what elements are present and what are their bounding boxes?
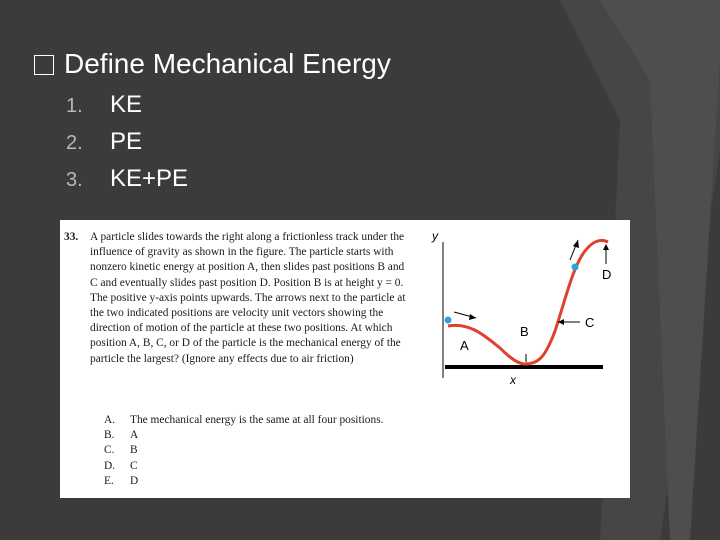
x-axis-label: x bbox=[510, 373, 516, 387]
question-body: A particle slides towards the right along a frictionless track under the influence of gravity as shown in the figure. The particle starts with nonzero kinetic energy at position A, then slides past positions B and C and eventually slides past position D. Position B is at height y = 0. The positive y-axis points upwards. The arrows next to the particle at the two indicated positions are velocity unit vectors showing the direction of motion of the particle at these two positions. At which position A, B, C, or D of the particle is the mechanical energy of the particle the largest? (Ignore any effects due to air friction) bbox=[90, 231, 406, 365]
track-curve bbox=[448, 240, 608, 364]
answer-choice: D. C bbox=[104, 459, 138, 472]
particle-d-dot bbox=[572, 264, 579, 271]
label-a: A bbox=[460, 338, 469, 353]
pointer-head-d bbox=[603, 244, 609, 250]
answer-choice: A. The mechanical energy is the same at all four positions. bbox=[104, 414, 384, 426]
track-diagram bbox=[430, 226, 630, 398]
list-item: 2. PE bbox=[66, 128, 143, 155]
list-item: 1. KE bbox=[66, 91, 143, 118]
answer-choice: E. D bbox=[104, 474, 139, 487]
particle-a-dot bbox=[445, 317, 452, 324]
y-axis-label: y bbox=[432, 229, 438, 243]
square-bullet-icon bbox=[34, 55, 54, 75]
arrow-head-a bbox=[469, 314, 476, 320]
question-text-block bbox=[64, 230, 406, 367]
label-d: D bbox=[602, 267, 612, 282]
numbered-list bbox=[66, 90, 188, 201]
answer-choices bbox=[104, 413, 383, 489]
arrow-head-d bbox=[573, 240, 579, 248]
slide-title: Define Mechanical Energy bbox=[34, 48, 391, 80]
label-c: C bbox=[585, 315, 595, 330]
question-number: 33. bbox=[64, 231, 79, 243]
list-item: 3. KE+PE bbox=[66, 165, 189, 192]
answer-choice: C. B bbox=[104, 444, 138, 457]
question-figure bbox=[60, 220, 630, 498]
x-axis-line bbox=[445, 365, 603, 369]
answer-choice: B. A bbox=[104, 429, 139, 442]
label-b: B bbox=[520, 324, 529, 339]
